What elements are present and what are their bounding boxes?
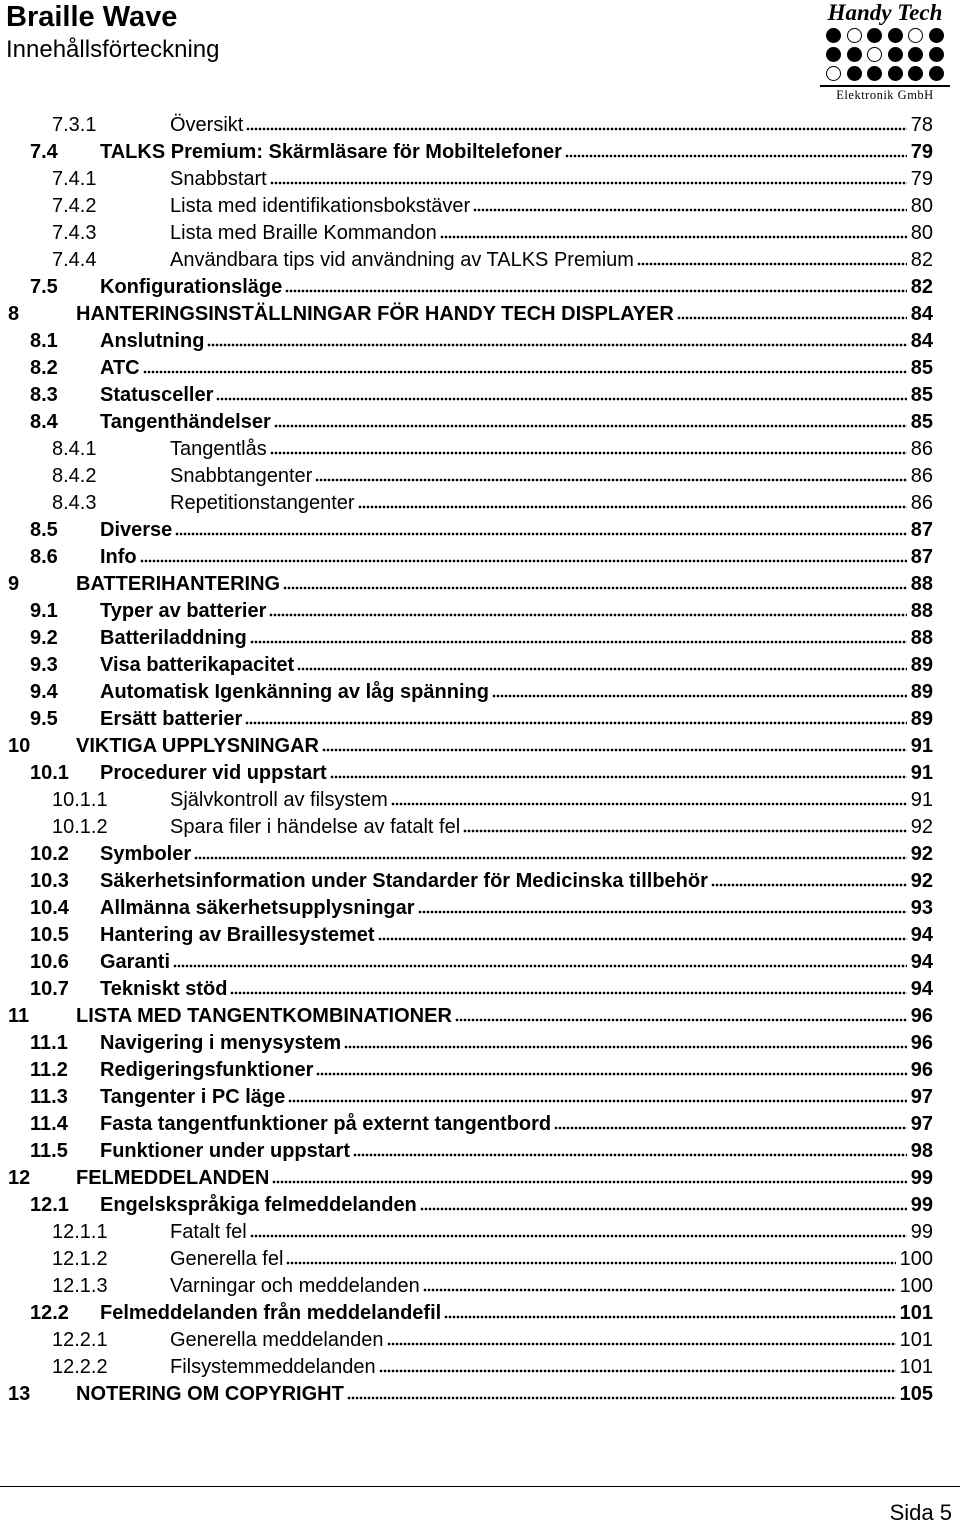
- braille-dot-icon: [929, 66, 944, 81]
- toc-entry-title: TALKS Premium: Skärmläsare för Mobiltelefoner: [100, 141, 562, 163]
- toc-entry-number: 11.1: [30, 1032, 68, 1054]
- toc-dot-leader: [250, 1220, 907, 1240]
- toc-entry[interactable]: [0, 976, 960, 1003]
- toc-entry[interactable]: [0, 517, 960, 544]
- toc-entry-title: Automatisk Igenkänning av låg spänning: [100, 681, 489, 703]
- braille-dots-logo-icon: [826, 28, 944, 83]
- toc-entry-number: 11.4: [30, 1113, 68, 1135]
- toc-entry-title: Garanti: [100, 951, 171, 973]
- toc-entry-title: BATTERIHANTERING: [76, 573, 281, 595]
- toc-entry-page: 96: [909, 1003, 933, 1030]
- toc-entry-number: 7.4.2: [52, 195, 97, 217]
- toc-entry-title: Funktioner under uppstart: [100, 1140, 350, 1162]
- toc-entry[interactable]: [0, 355, 960, 382]
- toc-entry-title: Repetitionstangenter: [170, 492, 355, 514]
- toc-entry-page: 91: [909, 733, 933, 760]
- toc-entry-title: Anslutning: [100, 330, 205, 352]
- braille-dot-icon: [826, 66, 841, 81]
- toc-dot-leader: [330, 761, 907, 781]
- toc-entry-page: 101: [898, 1354, 933, 1381]
- toc-entry-title: Lista med identifikationsbokstäver: [170, 195, 471, 217]
- toc-dot-leader: [194, 842, 907, 862]
- braille-dot-icon: [867, 66, 882, 81]
- braille-dot-icon: [867, 28, 882, 43]
- brand-subtitle: Elektronik GmbH: [836, 88, 934, 102]
- toc-entry-page: 94: [909, 976, 933, 1003]
- toc-entry-page: 87: [909, 517, 933, 544]
- toc-dot-leader: [444, 1301, 895, 1321]
- toc-entry[interactable]: [0, 1165, 960, 1192]
- toc-entry-number: 8.1: [30, 330, 58, 352]
- toc-entry[interactable]: [0, 301, 960, 328]
- toc-entry-number: 9: [8, 573, 20, 595]
- toc-entry-number: 9.2: [30, 627, 58, 649]
- toc-entry-title: Tekniskt stöd: [100, 978, 228, 1000]
- braille-dot-icon: [847, 47, 862, 62]
- toc-entry-page: 79: [909, 139, 933, 166]
- toc-dot-leader: [143, 356, 907, 376]
- handy-tech-logo: [820, 0, 950, 103]
- toc-dot-leader: [423, 1274, 896, 1294]
- toc-dot-leader: [269, 599, 906, 619]
- toc-entry-title: Snabbtangenter: [170, 465, 313, 487]
- toc-entry-title: Procedurer vid uppstart: [100, 762, 327, 784]
- toc-entry-page: 86: [909, 490, 933, 517]
- toc-entry[interactable]: [0, 814, 960, 841]
- toc-dot-leader: [353, 1139, 907, 1159]
- toc-entry-number: 10.5: [30, 924, 69, 946]
- toc-entry-number: 8.4.1: [52, 438, 97, 460]
- toc-dot-leader: [175, 518, 906, 538]
- toc-entry-number: 10.1.1: [52, 789, 108, 811]
- toc-entry-number: 7.5: [30, 276, 58, 298]
- toc-entry[interactable]: [0, 1003, 960, 1030]
- toc-dot-leader: [418, 896, 907, 916]
- toc-entry-page: 92: [909, 814, 933, 841]
- toc-dot-leader: [554, 1112, 907, 1132]
- toc-entry-number: 9.1: [30, 600, 58, 622]
- toc-entry[interactable]: [0, 760, 960, 787]
- toc-entry-title: ATC: [100, 357, 140, 379]
- toc-entry-page: 100: [898, 1246, 933, 1273]
- toc-entry[interactable]: [0, 598, 960, 625]
- toc-entry[interactable]: [0, 895, 960, 922]
- toc-dot-leader: [358, 491, 907, 511]
- toc-entry-page: 88: [909, 598, 933, 625]
- toc-entry-title: Batteriladdning: [100, 627, 247, 649]
- toc-entry-page: 89: [909, 706, 933, 733]
- toc-dot-leader: [391, 788, 907, 808]
- toc-entry-number: 8.6: [30, 546, 58, 568]
- toc-entry-title: Spara filer i händelse av fatalt fel: [170, 816, 461, 838]
- toc-entry[interactable]: [0, 328, 960, 355]
- toc-entry-title: Varningar och meddelanden: [170, 1275, 420, 1297]
- toc-dot-leader: [322, 734, 907, 754]
- toc-entry-page: 99: [909, 1165, 933, 1192]
- braille-dot-icon: [847, 28, 862, 43]
- toc-dot-leader: [711, 869, 907, 889]
- toc-entry-number: 8.4.3: [52, 492, 97, 514]
- toc-entry-number: 9.5: [30, 708, 58, 730]
- toc-dot-leader: [297, 653, 907, 673]
- toc-entry[interactable]: [0, 1138, 960, 1165]
- toc-entry-title: Symboler: [100, 843, 192, 865]
- toc-entry-number: 9.3: [30, 654, 58, 676]
- toc-entry[interactable]: [0, 1111, 960, 1138]
- toc-entry-title: LISTA MED TANGENTKOMBINATIONER: [76, 1005, 452, 1027]
- toc-entry-page: 80: [909, 193, 933, 220]
- toc-entry-page: 85: [909, 409, 933, 436]
- brand-name: Handy Tech: [827, 0, 943, 25]
- toc-entry-page: 99: [909, 1219, 933, 1246]
- toc-entry[interactable]: [0, 1057, 960, 1084]
- toc-dot-leader: [216, 383, 906, 403]
- toc-dot-leader: [473, 194, 907, 214]
- toc-entry[interactable]: [0, 571, 960, 598]
- toc-entry-page: 105: [898, 1381, 933, 1408]
- toc-entry-number: 12.1.1: [52, 1221, 108, 1243]
- toc-entry-page: 93: [909, 895, 933, 922]
- toc-entry-title: Ersätt batterier: [100, 708, 243, 730]
- toc-entry-number: 10.1: [30, 762, 69, 784]
- toc-dot-leader: [455, 1004, 907, 1024]
- toc-entry-title: Navigering i menysystem: [100, 1032, 342, 1054]
- toc-entry-title: Generella fel: [170, 1248, 284, 1270]
- toc-dot-leader: [207, 329, 906, 349]
- toc-entry-title: NOTERING OM COPYRIGHT: [76, 1383, 344, 1405]
- toc-entry[interactable]: [0, 1327, 960, 1354]
- toc-entry-page: 99: [909, 1192, 933, 1219]
- toc-entry-page: 78: [909, 112, 933, 139]
- toc-entry-number: 10.3: [30, 870, 69, 892]
- toc-entry-number: 7.4.4: [52, 249, 97, 271]
- toc-entry-page: 94: [909, 949, 933, 976]
- toc-entry[interactable]: [0, 679, 960, 706]
- toc-dot-leader: [420, 1193, 907, 1213]
- toc-entry[interactable]: [0, 1084, 960, 1111]
- toc-entry[interactable]: [0, 544, 960, 571]
- toc-entry-title: Tangenter i PC läge: [100, 1086, 286, 1108]
- toc-entry-title: Engelskspråkiga felmeddelanden: [100, 1194, 417, 1216]
- toc-entry[interactable]: [0, 922, 960, 949]
- toc-entry-title: Fasta tangentfunktioner på externt tangentbord: [100, 1113, 552, 1135]
- toc-entry-number: 10.4: [30, 897, 69, 919]
- toc-dot-leader: [230, 977, 906, 997]
- toc-dot-leader: [285, 275, 907, 295]
- toc-dot-leader: [288, 1085, 907, 1105]
- toc-entry-number: 12.2.1: [52, 1329, 108, 1351]
- braille-dot-icon: [888, 66, 903, 81]
- toc-entry-page: 84: [909, 301, 933, 328]
- toc-entry-page: 88: [909, 625, 933, 652]
- toc-entry-number: 8.5: [30, 519, 58, 541]
- toc-entry[interactable]: [0, 274, 960, 301]
- toc-entry-page: 82: [909, 274, 933, 301]
- toc-entry[interactable]: [0, 706, 960, 733]
- toc-dot-leader: [315, 464, 906, 484]
- toc-entry[interactable]: [0, 1030, 960, 1057]
- toc-entry-title: Översikt: [170, 114, 244, 136]
- toc-entry-number: 7.4: [30, 141, 58, 163]
- toc-entry-number: 12.2.2: [52, 1356, 108, 1378]
- toc-entry-page: 101: [898, 1300, 933, 1327]
- toc-entry-number: 7.3.1: [52, 114, 97, 136]
- toc-dot-leader: [274, 410, 907, 430]
- toc-entry-number: 10: [8, 735, 31, 757]
- braille-dot-icon: [929, 28, 944, 43]
- toc-entry-page: 89: [909, 652, 933, 679]
- braille-dot-icon: [867, 47, 882, 62]
- toc-entry-page: 84: [909, 328, 933, 355]
- toc-dot-leader: [677, 302, 907, 322]
- toc-dot-leader: [344, 1031, 907, 1051]
- toc-entry-page: 101: [898, 1327, 933, 1354]
- toc-entry-title: Tangentlås: [170, 438, 267, 460]
- toc-entry[interactable]: [0, 112, 960, 139]
- toc-entry-page: 92: [909, 868, 933, 895]
- toc-dot-leader: [637, 248, 907, 268]
- toc-entry[interactable]: [0, 652, 960, 679]
- toc-entry-title: Lista med Braille Kommandon: [170, 222, 437, 244]
- toc-entry-title: Typer av batterier: [100, 600, 267, 622]
- document-title: Braille Wave: [6, 1, 178, 33]
- document-subtitle: Innehållsförteckning: [6, 36, 220, 63]
- toc-dot-leader: [283, 572, 907, 592]
- toc-entry-page: 92: [909, 841, 933, 868]
- toc-dot-leader: [270, 437, 907, 457]
- toc-entry-number: 8: [8, 303, 20, 325]
- toc-entry-title: Allmänna säkerhetsupplysningar: [100, 897, 415, 919]
- toc-dot-leader: [378, 923, 907, 943]
- toc-entry[interactable]: [0, 247, 960, 274]
- toc-entry-number: 12.1.3: [52, 1275, 108, 1297]
- toc-entry-title: Säkerhetsinformation under Standarder för Medicinska tillbehör: [100, 870, 708, 892]
- toc-dot-leader: [440, 221, 907, 241]
- toc-entry-page: 96: [909, 1057, 933, 1084]
- toc-entry-page: 87: [909, 544, 933, 571]
- toc-entry-title: Självkontroll av filsystem: [170, 789, 388, 811]
- toc-entry-page: 85: [909, 382, 933, 409]
- toc-entry-number: 9.4: [30, 681, 58, 703]
- toc-entry-page: 82: [909, 247, 933, 274]
- toc-entry-number: 11.3: [30, 1086, 68, 1108]
- toc-entry[interactable]: [0, 220, 960, 247]
- toc-entry-number: 11: [8, 1005, 30, 1027]
- braille-dot-icon: [908, 47, 923, 62]
- toc-entry[interactable]: [0, 1219, 960, 1246]
- toc-entry[interactable]: [0, 463, 960, 490]
- toc-entry[interactable]: [0, 1246, 960, 1273]
- braille-dot-icon: [888, 28, 903, 43]
- toc-entry[interactable]: [0, 193, 960, 220]
- toc-entry-page: 94: [909, 922, 933, 949]
- toc-entry[interactable]: [0, 139, 960, 166]
- braille-dot-icon: [929, 47, 944, 62]
- toc-entry-number: 10.6: [30, 951, 69, 973]
- braille-dot-icon: [826, 47, 841, 62]
- toc-dot-leader: [250, 626, 907, 646]
- toc-dot-leader: [246, 113, 906, 133]
- toc-entry-number: 8.4: [30, 411, 58, 433]
- toc-entry-page: 96: [909, 1030, 933, 1057]
- toc-dot-leader: [173, 950, 907, 970]
- toc-entry-page: 97: [909, 1084, 933, 1111]
- toc-entry[interactable]: [0, 1354, 960, 1381]
- braille-dot-icon: [888, 47, 903, 62]
- toc-dot-leader: [463, 815, 907, 835]
- toc-entry-title: Användbara tips vid användning av TALKS Premium: [170, 249, 634, 271]
- toc-entry-title: Generella meddelanden: [170, 1329, 384, 1351]
- toc-entry[interactable]: [0, 787, 960, 814]
- toc-entry-title: HANTERINGSINSTÄLLNINGAR FÖR HANDY TECH DISPLAYER: [76, 303, 674, 325]
- toc-entry-page: 86: [909, 463, 933, 490]
- toc-dot-leader: [492, 680, 907, 700]
- toc-entry[interactable]: [0, 1192, 960, 1219]
- toc-entry-page: 89: [909, 679, 933, 706]
- toc-entry-page: 86: [909, 436, 933, 463]
- toc-entry-page: 97: [909, 1111, 933, 1138]
- toc-entry-number: 12.1.2: [52, 1248, 108, 1270]
- toc-entry-title: Snabbstart: [170, 168, 267, 190]
- toc-dot-leader: [270, 167, 907, 187]
- braille-dot-icon: [908, 66, 923, 81]
- toc-dot-leader: [565, 140, 907, 160]
- toc-entry-title: VIKTIGA UPPLYSNINGAR: [76, 735, 319, 757]
- toc-dot-leader: [245, 707, 906, 727]
- toc-entry[interactable]: [0, 1300, 960, 1327]
- toc-entry-title: Redigeringsfunktioner: [100, 1059, 314, 1081]
- toc-entry-title: FELMEDDELANDEN: [76, 1167, 270, 1189]
- toc-entry-number: 10.2: [30, 843, 69, 865]
- toc-entry-title: Felmeddelanden från meddelandefil: [100, 1302, 442, 1324]
- toc-entry-number: 11.2: [30, 1059, 68, 1081]
- toc-entry-number: 8.4.2: [52, 465, 97, 487]
- toc-entry[interactable]: [0, 382, 960, 409]
- toc-entry[interactable]: [0, 625, 960, 652]
- toc-entry-number: 13: [8, 1383, 31, 1405]
- toc-entry-number: 12: [8, 1167, 31, 1189]
- page-number: Sida 5: [889, 1500, 952, 1525]
- toc-dot-leader: [272, 1166, 906, 1186]
- toc-entry[interactable]: [0, 409, 960, 436]
- toc-entry-page: 88: [909, 571, 933, 598]
- toc-entry[interactable]: [0, 490, 960, 517]
- toc-entry-title: Tangenthändelser: [100, 411, 271, 433]
- toc-dot-leader: [347, 1382, 896, 1402]
- toc-entry-page: 91: [909, 760, 933, 787]
- toc-entry-title: Konfigurationsläge: [100, 276, 283, 298]
- toc-entry-title: Diverse: [100, 519, 173, 541]
- toc-entry-number: 8.3: [30, 384, 58, 406]
- toc-entry-page: 100: [898, 1273, 933, 1300]
- table-of-contents: [0, 112, 960, 1408]
- toc-entry-page: 79: [909, 166, 933, 193]
- braille-dot-icon: [847, 66, 862, 81]
- toc-entry-page: 80: [909, 220, 933, 247]
- toc-entry-number: 8.2: [30, 357, 58, 379]
- toc-dot-leader: [316, 1058, 906, 1078]
- braille-dot-icon: [908, 28, 923, 43]
- toc-entry-page: 91: [909, 787, 933, 814]
- toc-entry-number: 10.1.2: [52, 816, 108, 838]
- toc-dot-leader: [286, 1247, 895, 1267]
- toc-entry[interactable]: [0, 166, 960, 193]
- toc-entry-number: 12.2: [30, 1302, 69, 1324]
- toc-entry[interactable]: [0, 1381, 960, 1408]
- toc-entry[interactable]: [0, 1273, 960, 1300]
- toc-entry[interactable]: [0, 868, 960, 895]
- toc-entry-number: 11.5: [30, 1140, 68, 1162]
- toc-entry-title: Statusceller: [100, 384, 214, 406]
- toc-entry-page: 85: [909, 355, 933, 382]
- toc-entry[interactable]: [0, 436, 960, 463]
- toc-entry-title: Hantering av Braillesystemet: [100, 924, 375, 946]
- toc-entry[interactable]: [0, 733, 960, 760]
- toc-entry-title: Fatalt fel: [170, 1221, 247, 1243]
- toc-entry[interactable]: [0, 841, 960, 868]
- toc-entry-number: 10.7: [30, 978, 69, 1000]
- toc-entry-title: Visa batterikapacitet: [100, 654, 295, 676]
- toc-entry-number: 7.4.1: [52, 168, 97, 190]
- toc-dot-leader: [379, 1355, 896, 1375]
- toc-entry-number: 7.4.3: [52, 222, 97, 244]
- toc-entry-title: Info: [100, 546, 137, 568]
- footer-divider: [0, 1486, 960, 1487]
- toc-entry-number: 12.1: [30, 1194, 69, 1216]
- toc-entry-title: Filsystemmeddelanden: [170, 1356, 376, 1378]
- toc-entry[interactable]: [0, 949, 960, 976]
- toc-dot-leader: [140, 545, 907, 565]
- toc-entry-page: 98: [909, 1138, 933, 1165]
- toc-dot-leader: [387, 1328, 896, 1348]
- braille-dot-icon: [826, 28, 841, 43]
- page-header: [0, 0, 960, 100]
